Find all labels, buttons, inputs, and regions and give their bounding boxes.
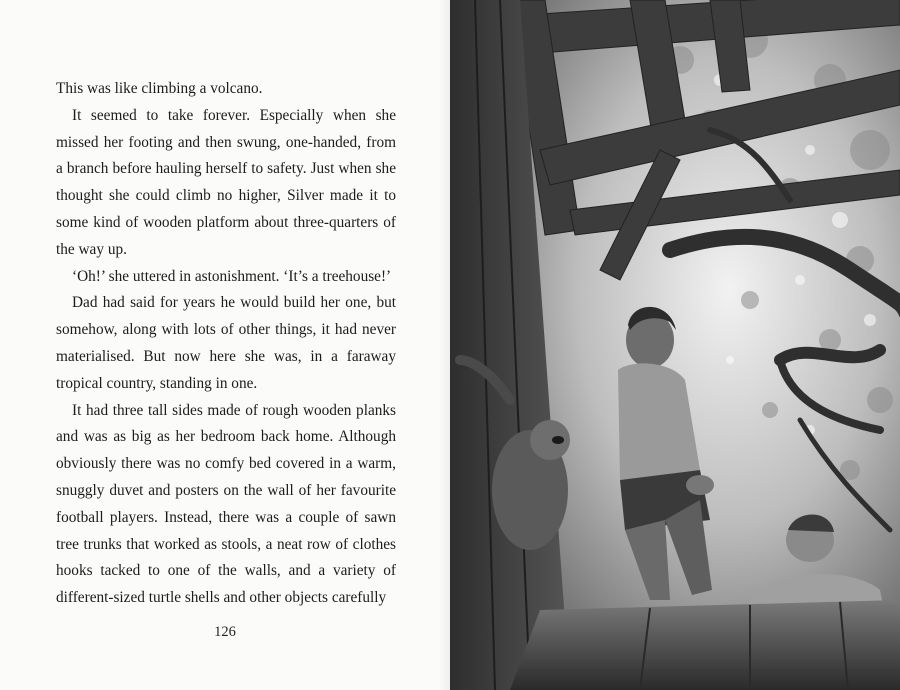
- right-page: [450, 0, 900, 690]
- paragraph: It had three tall sides made of rough wooden planks and was as big as her bedroom back home. Although obviously there was no comfy bed covered in a warm, snuggly duvet and posters on the wall of her favourite football players. Instead, there was a couple of sawn tree trunks that worked as stools, a neat row of clothes hooks tacked to one of the walls, and a variety of different-sized turtle shells and other objects carefully: [56, 401, 396, 607]
- page-number: 126: [214, 624, 236, 640]
- treehouse-illustration: [450, 0, 900, 690]
- paragraph: It seemed to take forever. Especially when she missed her footing and then swung, one-handed, from a branch before hauling herself to safety. Just when she thought she could climb no higher, Silver made it to some kind of wooden platform about three-quarters of the way up.: [56, 106, 396, 258]
- paragraph: ‘Oh!’ she uttered in astonishment. ‘It’s a treehouse!’: [72, 267, 392, 285]
- body-text: [56, 76, 396, 612]
- paragraph: Dad had said for years he would build her one, but somehow, along with lots of other things, it had never materialised. But now here she was, in a faraway tropical country, standing in one.: [56, 294, 396, 392]
- paragraph: This was like climbing a volcano.: [56, 80, 263, 97]
